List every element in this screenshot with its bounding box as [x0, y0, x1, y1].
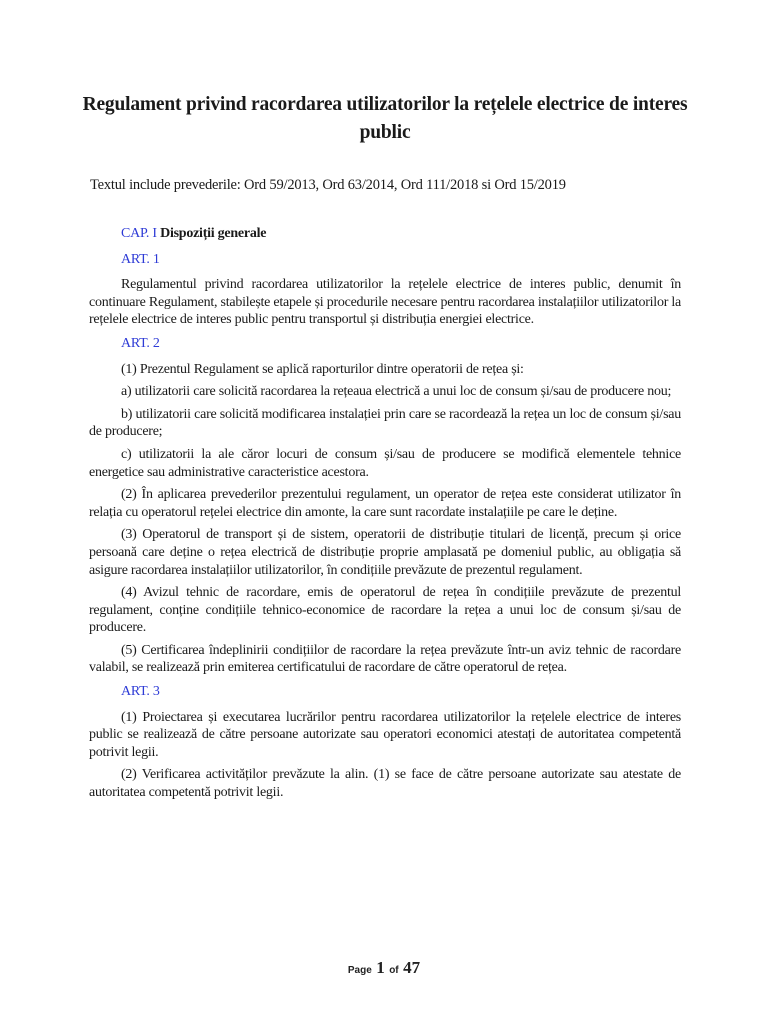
paragraph: Regulamentul privind racordarea utilizatorilor la rețelele electrice de interes public, denumit în continuare Regulament, stabilește etapele și procedurile necesare pentru racordarea instalațiilor utilizatorilor la rețelele electrice de interes public pentru transportul și distribuția energiei electrice.: [89, 277, 681, 328]
document-body: [89, 225, 681, 807]
paragraph: (2) Verificarea activităților prevăzute la alin. (1) se face de către persoane autorizate sau atestate de autoritatea competentă potrivit legii.: [89, 767, 681, 801]
paragraph: (5) Certificarea îndeplinirii condițiilor de racordare la rețea prevăzute într-un aviz tehnic de racordare valabil, se realizează prin emiterea certificatului de racordare de către operatorul de rețea.: [89, 642, 681, 676]
paragraph: a) utilizatorii care solicită racordarea la rețeaua electrică a unui loc de consum și/sau de producere nou;: [121, 384, 672, 400]
paragraph: (3) Operatorul de transport și de sistem, operatorii de distribuție titulari de licență, precum și orice persoană care deține o rețea electrică de distribuție proprie amplasată pe domeniul public, au obligația să asigure racordarea instalațiilor utilizatorilor, în condițiile prevăzute de prezentul regulament.: [89, 527, 681, 578]
of-word: of: [389, 965, 399, 976]
paragraph: b) utilizatorii care solicită modificarea instalației prin care se racordează la rețea un loc de consum și/sau de producere;: [89, 406, 681, 440]
paragraph: c) utilizatorii la ale căror locuri de consum și/sau de producere se modifică elementele tehnice energetice sau administrative caracteristice acestora.: [89, 446, 681, 480]
article-heading[interactable]: ART. 3: [121, 684, 160, 700]
chapter-label[interactable]: CAP. I: [121, 226, 157, 241]
chapter-title: Dispoziții generale: [160, 226, 267, 241]
article-heading[interactable]: ART. 1: [121, 251, 160, 267]
chapter-heading: [89, 225, 681, 243]
paragraph: (1) Proiectarea și executarea lucrărilor pentru racordarea utilizatorilor la rețelele electrice de interes public se realizează de către persoane autorizate sau operatori economici atestați de autoritatea competentă potrivit legii.: [89, 709, 681, 760]
page-footer: [0, 958, 768, 978]
document-title: Regulament privind racordarea utilizatorilor la rețelele electrice de interes public: [82, 94, 688, 143]
paragraph: (4) Avizul tehnic de racordare, emis de operatorul de rețea în condițiile prevăzute de prezentul regulament, conține condițiile tehnico-economice de racordare la rețea a unui loc de consum și/sau de producere.: [89, 585, 681, 636]
page-word: Page: [347, 965, 372, 976]
amendments-note: Textul include prevederile: Ord 59/2013, Ord 63/2014, Ord 111/2018 si Ord 15/2019: [90, 177, 566, 193]
paragraph: (1) Prezentul Regulament se aplică raporturilor dintre operatorii de rețea și:: [121, 361, 524, 377]
paragraph: (2) În aplicarea prevederilor prezentului regulament, un operator de rețea este considerat utilizator în relația cu operatorul rețelei electrice din amonte, la care sunt racordate instalațiile pe care le deține.: [89, 487, 681, 520]
current-page-number: 1: [376, 958, 385, 977]
total-pages-number: 47: [403, 958, 421, 977]
article-heading[interactable]: ART. 2: [121, 335, 160, 351]
